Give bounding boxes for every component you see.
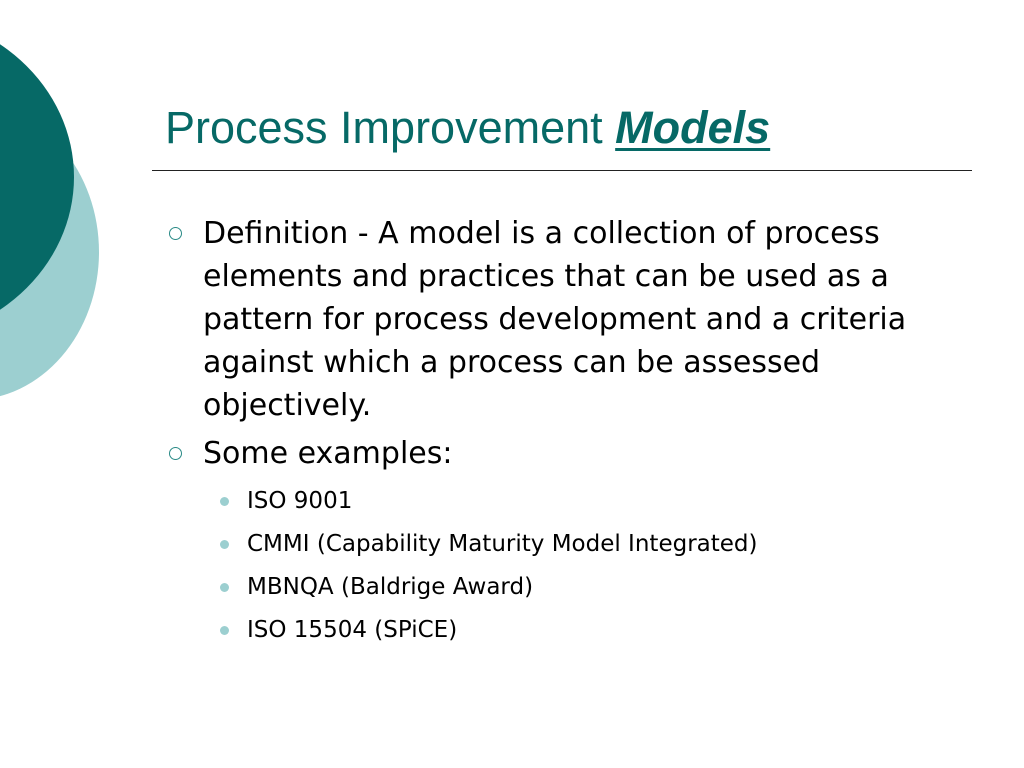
example-text: ISO 9001 — [247, 488, 353, 514]
list-item — [160, 480, 980, 523]
bullet-examples — [160, 432, 980, 475]
slide-title-main: Process Improvement — [165, 102, 616, 153]
slide-title-emphasis: Models — [615, 102, 771, 153]
slide-body — [160, 212, 980, 652]
list-item — [160, 609, 980, 652]
bullet-text: Some examples: — [203, 436, 453, 471]
bullet-definition — [160, 212, 980, 427]
example-text: CMMI (Capability Maturity Model Integrated) — [247, 531, 758, 557]
bullet-text: Definition - A model is a collection of process elements and practices that can be used as a pattern for process development and a criteria against which a process can be assessed objectively. — [203, 216, 907, 423]
dot-bullet-icon — [220, 497, 229, 506]
title-divider — [152, 170, 972, 171]
list-item — [160, 523, 980, 566]
dot-bullet-icon — [220, 583, 229, 592]
dot-bullet-icon — [220, 540, 229, 549]
hollow-circle-bullet-icon — [169, 447, 182, 460]
examples-list — [160, 480, 980, 652]
example-text: ISO 15504 (SPiCE) — [247, 617, 458, 643]
dot-bullet-icon — [220, 626, 229, 635]
hollow-circle-bullet-icon — [169, 227, 182, 240]
example-text: MBNQA (Baldrige Award) — [247, 574, 534, 600]
slide-title — [165, 98, 770, 158]
list-item — [160, 566, 980, 609]
